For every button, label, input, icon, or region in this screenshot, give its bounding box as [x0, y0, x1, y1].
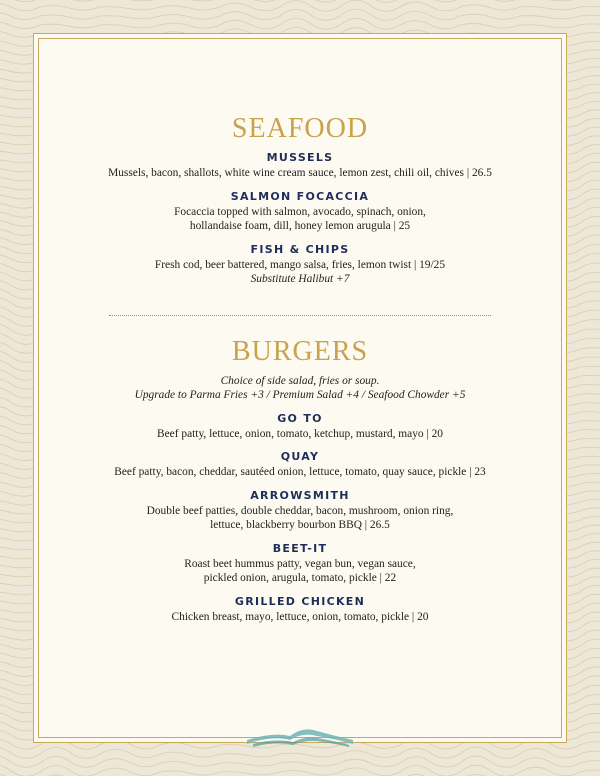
menu-item [38, 489, 562, 533]
section-intro: Upgrade to Parma Fries +3 / Premium Salad +4 / Seafood Chowder +5 [134, 389, 466, 401]
item-description: Double beef patties, double cheddar, bacon, mushroom, onion ring, [146, 504, 454, 517]
menu-item [38, 190, 562, 234]
item-description: Beef patty, bacon, cheddar, sautéed onion, lettuce, tomato, quay sauce, pickle | 23 [114, 466, 486, 478]
item-name: BEET-IT [272, 541, 328, 555]
item-description: Beef patty, lettuce, onion, tomato, ketchup, mustard, mayo | 20 [157, 427, 443, 440]
item-description: Fresh cod, beer battered, mango salsa, fries, lemon twist | 19/25 [154, 258, 446, 271]
item-description: pickled onion, arugula, tomato, pickle | 22 [203, 572, 397, 584]
item-name: ARROWSMITH [250, 488, 350, 502]
burgers-title: BURGERS [231, 335, 369, 367]
menu-item [38, 151, 562, 181]
menu-item [38, 412, 562, 442]
menu-item [38, 243, 562, 287]
item-name: QUAY [280, 450, 320, 463]
item-description: Chicken breast, mayo, lettuce, onion, tomato, pickle | 20 [171, 610, 429, 623]
item-name: SALMON FOCACCIA [230, 189, 370, 203]
item-description: hollandaise foam, dill, honey lemon arugula | 25 [189, 220, 411, 232]
section-intro: Choice of side salad, fries or soup. [220, 374, 380, 387]
item-name: MUSSELS [266, 151, 334, 164]
item-description: Focaccia topped with salmon, avocado, spinach, onion, [174, 205, 426, 218]
seafood-title: SEAFOOD [231, 113, 369, 144]
item-description: Roast beet hummus patty, vegan bun, vegan sauce, [184, 557, 416, 570]
menu-item [38, 542, 562, 586]
item-description: lettuce, blackberry bourbon BBQ | 26.5 [210, 519, 390, 531]
item-name: GRILLED CHICKEN [234, 594, 366, 608]
burgers-section [38, 337, 562, 625]
wave-icon [245, 722, 355, 748]
menu-item [38, 450, 562, 480]
item-description: Mussels, bacon, shallots, white wine cream sauce, lemon zest, chili oil, chives | 26.5 [108, 167, 492, 179]
seafood-section [38, 114, 562, 287]
item-note: Substitute Halibut +7 [250, 273, 350, 285]
section-divider [109, 315, 491, 316]
menu-content [38, 38, 562, 624]
menu-item [38, 595, 562, 625]
item-name: GO TO [277, 411, 323, 425]
item-name: FISH & CHIPS [250, 242, 350, 256]
